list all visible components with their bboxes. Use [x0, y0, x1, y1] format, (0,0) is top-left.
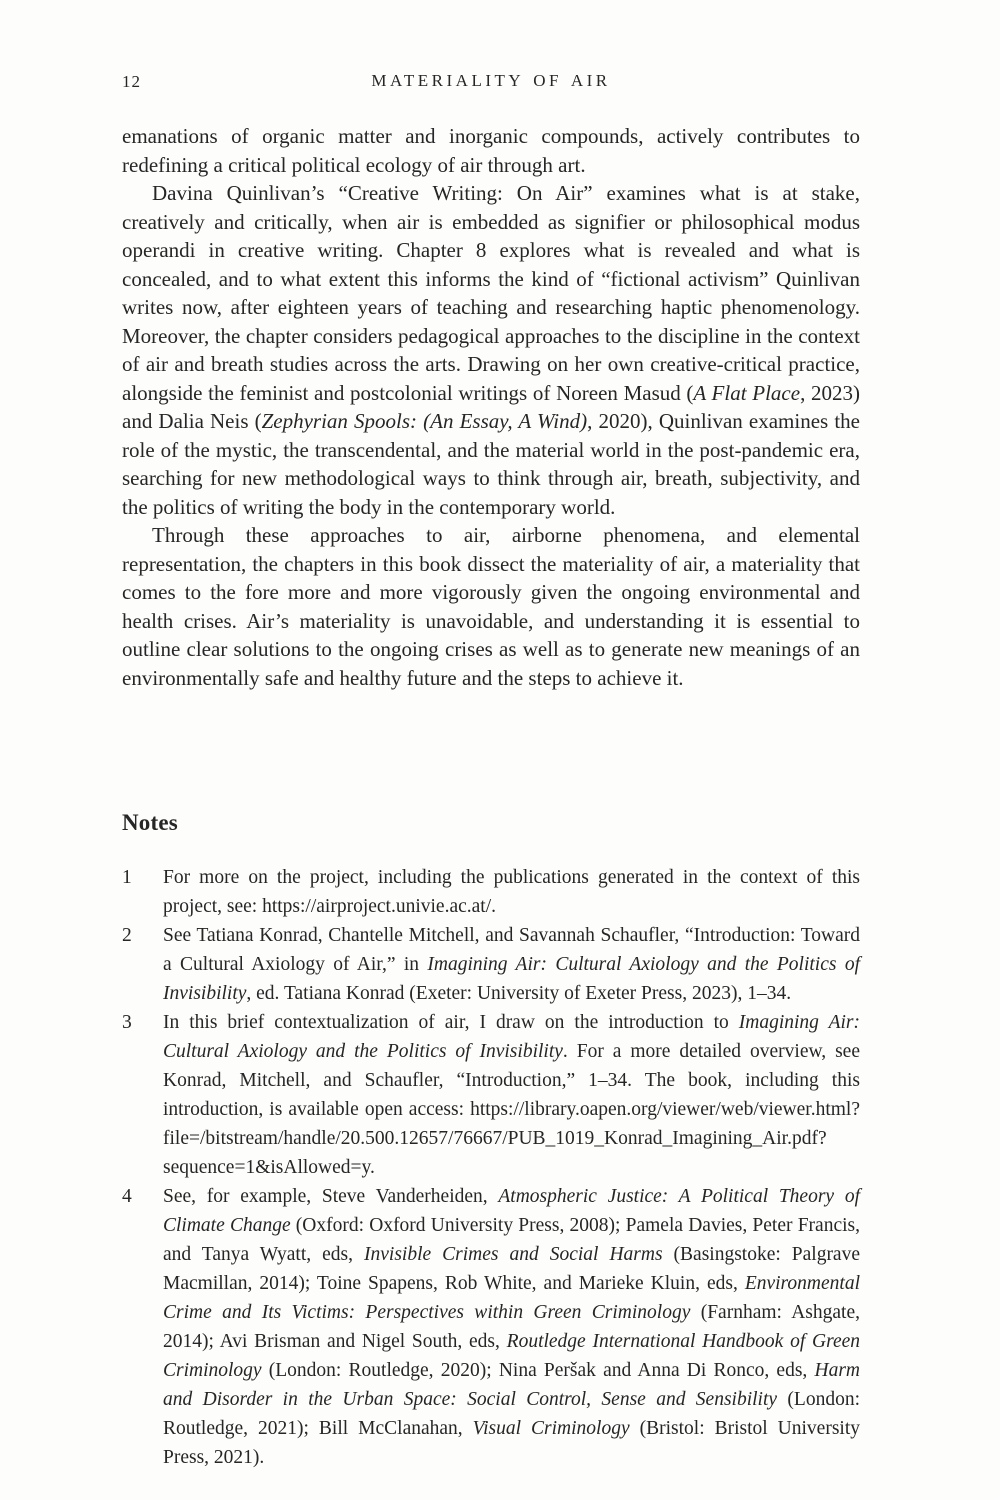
- text-segment: (Basingstoke: Palgrave Macmillan, 2014); Toine Spapens, Rob White, and Marieke Kluin, eds,: [163, 1244, 860, 1294]
- italic-text-segment: Imagining Air: Cultural Axiology and the Politics of Invisibility: [163, 1012, 860, 1062]
- note-item: [122, 921, 860, 1008]
- note-text: [163, 863, 860, 921]
- text-segment: (London: Routledge, 2021); Bill McClanahan,: [163, 1389, 861, 1439]
- text-segment: In this brief contextualization of air, I draw on the introduction to: [163, 1012, 739, 1033]
- italic-text-segment: Harm and Disorder in the Urban Space: Social Control, Sense and Sensibility: [163, 1360, 860, 1410]
- text-segment: emanations of organic matter and inorganic compounds, actively contributes to redefining a critical political ecology of air through art.: [122, 124, 860, 177]
- text-segment: , ed. Tatiana Konrad (Exeter: University of Exeter Press, 2023), 1–34.: [246, 983, 792, 1004]
- italic-text-segment: Zephyrian Spools: (An Essay, A Wind): [261, 409, 588, 433]
- paragraph-continuation: [122, 122, 860, 179]
- italic-text-segment: A Flat Place: [693, 380, 801, 405]
- note-number: 1: [122, 867, 132, 888]
- page-header: [122, 71, 860, 91]
- text-segment: , 2020), Quinlivan examines the role of the mystic, the transcendental, and the material world in the post-pandemic era, searching for new methodological ways to think through air, breath, subjectivity, and the politics of writing the body in the contemporary world.: [122, 409, 860, 519]
- note-number: 2: [122, 925, 132, 946]
- text-segment: Through these approaches to air, airborne phenomena, and elemental representation, the chapters in this book dissect the materiality of air, a materiality that comes to the fore more and more vigorously given the ongoing environmental and health crises. Air’s materiality is unavoidable, and understanding it is essential to outline clear solutions to the ongoing crises as well as to generate new meanings of an environmentally safe and healthy future and the steps to achieve it.: [122, 523, 860, 690]
- body-text: [122, 122, 860, 692]
- note-text: [163, 921, 860, 1008]
- note-number: 3: [122, 1012, 132, 1033]
- text-segment: . For a more detailed overview, see Konrad, Mitchell, and Schaufler, “Introduction,” 1–34. The book, including this introduction, is available open access: https://library.oapen.org/viewer/web/viewer.html?file=/bitstream/handle/20.500.12657/76667/PUB_1019_Konrad_Imagining_Air.pdf?sequence=1&isAllowed=y.: [163, 1041, 860, 1178]
- running-head: MATERIALITY OF AIR: [371, 71, 611, 90]
- text-segment: See Tatiana Konrad, Chantelle Mitchell, and Savannah Schaufler, “Introduction: Toward a Cultural Axiology of Air,” in: [163, 925, 860, 975]
- italic-text-segment: Environmental Crime and Its Victims: Perspectives within Green Criminology: [163, 1273, 860, 1323]
- text-segment: (Bristol: Bristol University Press, 2021).: [163, 1418, 860, 1468]
- italic-text-segment: Atmospheric Justice: A Political Theory of Climate Change: [163, 1186, 860, 1236]
- text-segment: Davina Quinlivan’s “Creative Writing: On Air” examines what is at stake, creatively and critically, when air is embedded as signifier or philosophical modus operandi in creative writing. Chapter 8 explores what is revealed and what is concealed, and to what extent this informs the kind of “fictional activism” Quinlivan writes now, after eighteen years of teaching and researching haptic phenomenology. Moreover, the chapter considers pedagogical approaches to the discipline in the context of air and breath studies across the arts. Drawing on her own creative-critical practice, alongside the feminist and postcolonial writings of Noreen Masud (: [122, 181, 860, 405]
- text-segment: (London: Routledge, 2020); Nina Peršak and Anna Di Ronco, eds,: [261, 1360, 815, 1381]
- paragraph: [122, 179, 860, 521]
- note-item: [122, 1182, 860, 1472]
- text-segment: See, for example, Steve Vanderheiden,: [163, 1186, 499, 1207]
- notes-list: [122, 863, 860, 1472]
- italic-text-segment: Imagining Air: Cultural Axiology and the Politics of Invisibility: [163, 954, 860, 1004]
- notes-heading: Notes: [122, 810, 178, 835]
- note-text: [163, 1008, 860, 1182]
- text-segment: , 2023) and Dalia Neis (: [122, 380, 860, 433]
- text-segment: For more on the project, including the publications generated in the context of this project, see: https://airproject.univie.ac.at/.: [163, 867, 860, 917]
- page-number: 12: [122, 72, 141, 91]
- note-number: 4: [122, 1186, 132, 1207]
- note-text: [163, 1182, 860, 1472]
- text-segment: (Oxford: Oxford University Press, 2008); Pamela Davies, Peter Francis, and Tanya Wyatt, eds,: [163, 1215, 860, 1265]
- note-item: [122, 1008, 860, 1182]
- italic-text-segment: Invisible Crimes and Social Harms: [364, 1244, 663, 1265]
- text-segment: (Farnham: Ashgate, 2014); Avi Brisman and Nigel South, eds,: [163, 1302, 860, 1352]
- note-item: [122, 863, 860, 921]
- italic-text-segment: Visual Criminology: [472, 1418, 630, 1439]
- notes-section: [122, 810, 860, 1472]
- paragraph: [122, 521, 860, 692]
- italic-text-segment: Routledge International Handbook of Green Criminology: [163, 1331, 860, 1381]
